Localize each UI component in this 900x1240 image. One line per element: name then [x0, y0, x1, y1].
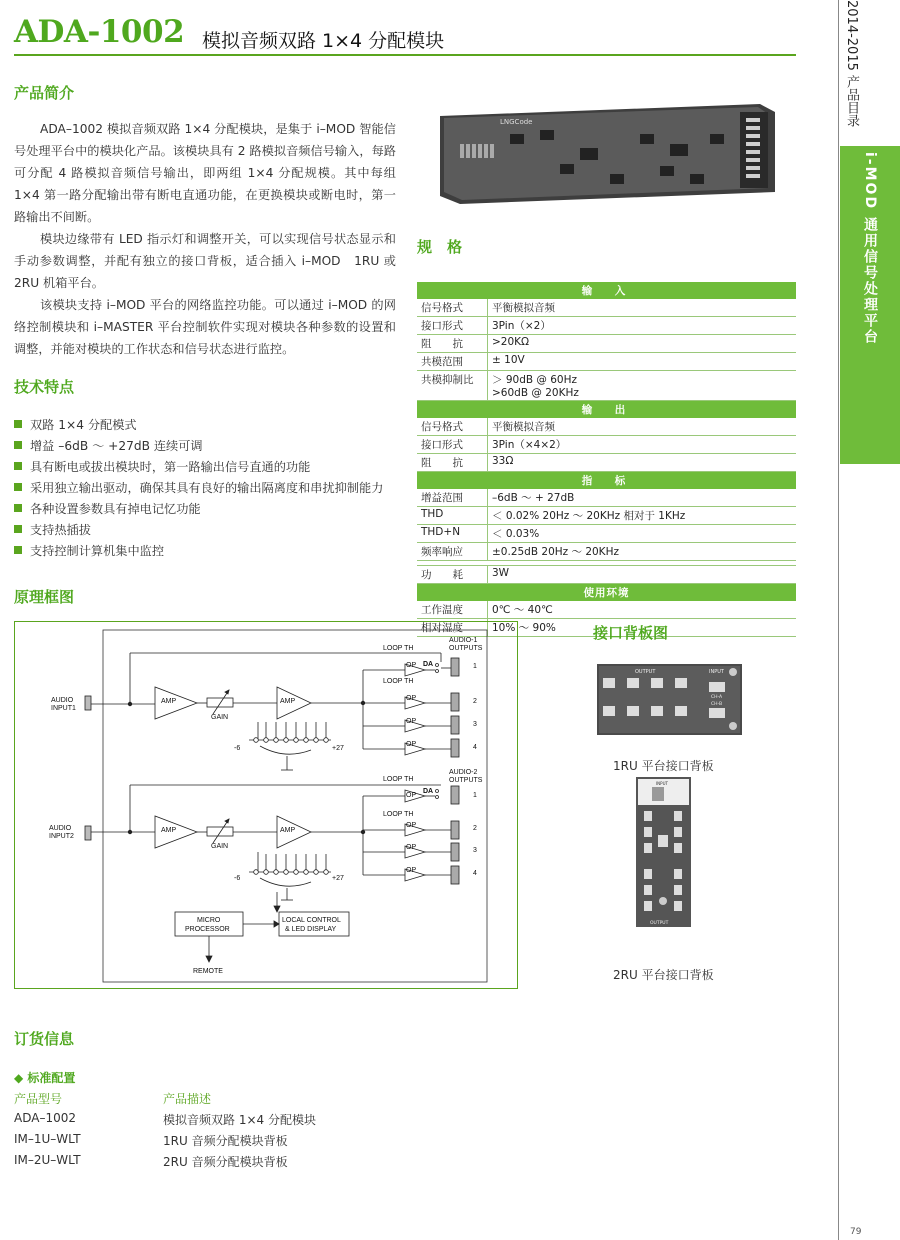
audio2-outputs-label: AUDIO-2: [449, 769, 478, 776]
spec-key: THD: [417, 507, 488, 525]
feature-item: [14, 416, 383, 437]
output-number: 3: [473, 721, 477, 728]
bp2-output-label: OUTPUT: [650, 921, 669, 926]
spec-key: 功 耗: [417, 566, 488, 584]
bp1-chb-label: CH-B: [711, 702, 723, 707]
side-platform-tab: [840, 146, 900, 464]
spec-row: [417, 489, 796, 507]
spec-row: [417, 436, 796, 454]
feature-item: [14, 521, 383, 542]
spec-value: ＜ 0.03%: [488, 525, 797, 543]
feature-item: [14, 542, 383, 563]
op-label: OP: [406, 867, 417, 874]
intro-paragraph-1: ADA–1002 模拟音频双路 1×4 分配模块，是集于 i–MOD 智能信号处理平台中的模块化产品。该模块具有 2 路模拟音频信号输入，每路可分配 4 路模拟音频信号输出，即两组 1×4 分配规模。其中每组 1×4 第一路分配输出带有断电直通功能，在更换模块或断电时，第一路输出不间断。: [14, 122, 396, 224]
amp-label: AMP: [161, 827, 177, 834]
audio-input-label: AUDIO: [51, 697, 74, 704]
spec-key: 阻 抗: [417, 335, 488, 353]
op-label: OP: [406, 792, 417, 799]
spec-key: 频率响应: [417, 543, 488, 561]
spec-row: [417, 418, 796, 436]
spec-value: >20KΩ: [488, 335, 797, 353]
spec-key: 接口形式: [417, 317, 488, 335]
loop-th-label: LOOP TH: [383, 678, 414, 685]
diagram-title: 原理框图: [14, 588, 75, 606]
intro-paragraph-2: 模块边缘带有 LED 指示灯和调整开关，可以实现信号状态显示和手动参数调整，并配有独立的接口背板，适合插入 i–MOD 1RU 或 2RU 机箱平台。: [14, 232, 396, 290]
feature-text: 各种设置参数具有掉电记忆功能: [30, 502, 201, 516]
spec-value: 3W: [488, 566, 797, 584]
intro-body: [14, 118, 396, 360]
order-model: ADA–1002: [14, 1111, 76, 1125]
side-catalog: [842, 0, 860, 150]
bullet-square-icon: [14, 441, 22, 449]
audio-input-label: AUDIO: [49, 825, 72, 832]
amp-label: AMP: [280, 698, 296, 705]
amp-label: AMP: [280, 827, 296, 834]
side-catalog-text: 2014-2015 产品目录: [844, 0, 859, 127]
bullet-square-icon: [14, 420, 22, 428]
spec-section-head: 输 入: [417, 282, 796, 299]
gain-min-label: -6: [234, 875, 241, 882]
op-label: OP: [406, 741, 417, 748]
spec-row: [417, 454, 796, 472]
remote-label: REMOTE: [193, 968, 223, 975]
spec-value: ＜ 0.02% 20Hz ～ 20KHz 相对于 1KHz: [488, 507, 797, 525]
gain-min-label: -6: [234, 745, 241, 752]
spec-value: –6dB ～ + 27dB: [488, 489, 797, 507]
op-label: OP: [406, 718, 417, 725]
spec-value: 3Pin（×2）: [488, 317, 797, 335]
board-logo-text: LNGCode: [500, 118, 533, 126]
micro-label: MICRO: [197, 917, 221, 924]
feature-text: 增益 –6dB ～ +27dB 连续可调: [30, 439, 203, 453]
spec-value: 10% ～ 90%: [488, 619, 797, 637]
op-label: OP: [406, 695, 417, 702]
local-control-label: LOCAL CONTROL: [282, 917, 341, 924]
bullet-square-icon: [14, 504, 22, 512]
spec-value: 33Ω: [488, 454, 797, 472]
module-board-image: [440, 104, 775, 204]
amp-label: AMP: [161, 698, 177, 705]
side-divider: [838, 0, 839, 1240]
spec-row: [417, 335, 796, 353]
spec-key: 增益范围: [417, 489, 488, 507]
backplate-1ru-caption: 1RU 平台接口背板: [613, 759, 714, 773]
bullet-square-icon: [14, 546, 22, 554]
spec-row: [417, 507, 796, 525]
output-number: 2: [473, 698, 477, 705]
gain-max-label: +27: [332, 745, 344, 752]
order-model: IM–1U–WLT: [14, 1132, 81, 1146]
title-rule: [14, 54, 796, 56]
spec-key: 共模范围: [417, 353, 488, 371]
op-label: OP: [406, 822, 417, 829]
spec-key: 共模抑制比: [417, 371, 488, 401]
spec-section-head: 指 标: [417, 472, 796, 490]
page-number: 79: [850, 1227, 862, 1237]
spec-section-head: 输 出: [417, 401, 796, 419]
feature-text: 支持热插拔: [30, 523, 91, 537]
feature-text: 采用独立输出驱动，确保其具有良好的输出隔离度和串扰抑制能力: [30, 481, 384, 495]
col-model-header: 产品型号: [14, 1092, 63, 1106]
bullet-square-icon: [14, 462, 22, 470]
bullet-square-icon: [14, 525, 22, 533]
spec-key: 工作温度: [417, 601, 488, 619]
bp2-input-label: INPUT: [656, 781, 668, 786]
feature-text: 支持控制计算机集中监控: [30, 544, 165, 558]
backplate-1ru-image: [597, 664, 742, 735]
ordering-subtitle: ◆ 标准配置: [14, 1071, 76, 1085]
outputs-label: OUTPUTS: [449, 645, 483, 652]
spec-row: [417, 601, 796, 619]
loop-th-label: LOOP TH: [383, 776, 414, 783]
gain-max-label: +27: [332, 875, 344, 882]
features-title: 技术特点: [14, 378, 75, 396]
audio1-outputs-label: AUDIO-1: [449, 637, 478, 644]
loop-th-label: LOOP TH: [383, 645, 414, 652]
gain-label: GAIN: [211, 843, 229, 850]
spec-value: 平衡模拟音频: [488, 418, 797, 436]
side-platform-text: i-MOD 通用信号处理平台: [862, 152, 878, 345]
da-label: DA: [423, 661, 434, 668]
order-model: IM–2U–WLT: [14, 1153, 81, 1167]
spec-key: 接口形式: [417, 436, 488, 454]
spec-value: 3Pin（×4×2）: [488, 436, 797, 454]
output-number: 2: [473, 825, 477, 832]
feature-item: [14, 458, 383, 479]
order-desc: 模拟音频双路 1×4 分配模块: [163, 1113, 316, 1127]
spec-row: [417, 525, 796, 543]
feature-text: 双路 1×4 分配模式: [30, 418, 137, 432]
spec-row: [417, 299, 796, 317]
output-number: 1: [473, 663, 477, 670]
spec-value: ± 10V: [488, 353, 797, 371]
op-label: OP: [406, 844, 417, 851]
backplate-title: 接口背板图: [593, 624, 669, 642]
spec-key: 相对湿度: [417, 619, 488, 637]
intro-title: 产品简介: [14, 84, 75, 102]
bp1-cha-label: CH-A: [711, 695, 723, 700]
processor-label: PROCESSOR: [185, 926, 230, 933]
features-list: [14, 416, 383, 563]
backplate-2ru-caption: 2RU 平台接口背板: [613, 968, 714, 982]
spec-title: 规 格: [417, 238, 463, 256]
op-label: OP: [406, 662, 417, 669]
spec-key: 阻 抗: [417, 454, 488, 472]
spec-row: [417, 353, 796, 371]
spec-section-head: 使用环境: [417, 584, 796, 602]
feature-item: [14, 437, 383, 458]
product-name: 模拟音频双路 1×4 分配模块: [202, 30, 445, 52]
output-number: 4: [473, 870, 477, 877]
spec-table: [417, 282, 796, 637]
backplate-2ru-image: [636, 777, 691, 927]
gain-label: GAIN: [211, 714, 229, 721]
product-model: ADA-1002: [14, 14, 185, 50]
bullet-square-icon: [14, 483, 22, 491]
outputs-label: OUTPUTS: [449, 777, 483, 784]
feature-text: 具有断电或拔出模块时，第一路输出信号直通的功能: [30, 460, 311, 474]
output-number: 3: [473, 847, 477, 854]
spec-row: [417, 317, 796, 335]
col-desc-header: 产品描述: [163, 1092, 212, 1106]
spec-key: 信号格式: [417, 418, 488, 436]
spec-key: THD+N: [417, 525, 488, 543]
output-number: 1: [473, 792, 477, 799]
feature-item: [14, 500, 383, 521]
block-diagram: [14, 621, 518, 989]
loop-th-label: LOOP TH: [383, 811, 414, 818]
spec-row: [417, 371, 796, 401]
spec-value: ±0.25dB 20Hz ～ 20KHz: [488, 543, 797, 561]
bp1-input-label: INPUT: [709, 669, 724, 675]
ordering-title: 订货信息: [14, 1030, 75, 1048]
order-desc: 2RU 音频分配模块背板: [163, 1155, 288, 1169]
output-number: 4: [473, 744, 477, 751]
input2-label: INPUT2: [49, 833, 74, 840]
feature-item: [14, 479, 383, 500]
bp1-output-label: OUTPUT: [635, 669, 656, 675]
da-label: DA: [423, 788, 434, 795]
spec-row: [417, 566, 796, 584]
spec-key: 信号格式: [417, 299, 488, 317]
led-display-label: & LED DISPLAY: [285, 926, 337, 933]
spec-value: 平衡模拟音频: [488, 299, 797, 317]
spec-value: 0℃ ～ 40℃: [488, 601, 797, 619]
order-desc: 1RU 音频分配模块背板: [163, 1134, 288, 1148]
spec-row: [417, 543, 796, 561]
intro-paragraph-3: 该模块支持 i–MOD 平台的网络监控功能。可以通过 i–MOD 的网络控制模块和 i–MASTER 平台控制软件实现对模块各种参数的设置和调整，并能对模块的工作状态和信号状态进行监控。: [14, 298, 396, 356]
spec-value: ＞ 90dB @ 60Hz >60dB @ 20KHz: [488, 371, 797, 401]
input1-label: INPUT1: [51, 705, 76, 712]
